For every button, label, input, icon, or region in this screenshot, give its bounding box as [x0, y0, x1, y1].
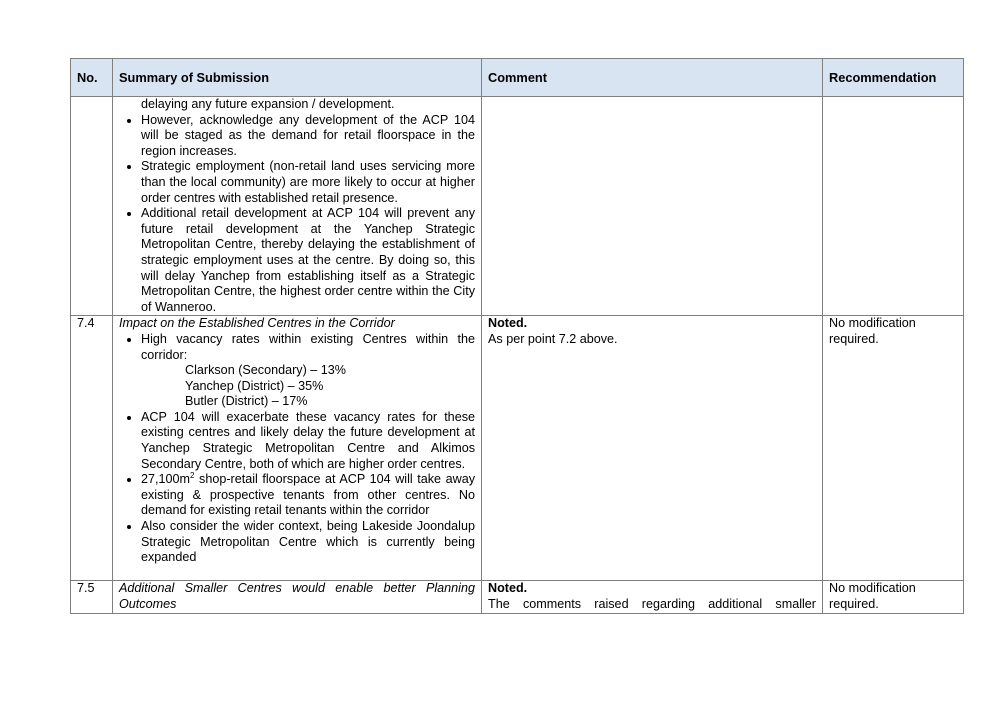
list-item: • Also consider the wider context, being Lakeside Joondalup Strategic Metropolitan Centre which is currently being expanded [141, 519, 475, 566]
comment-text: As per point 7.2 above. [488, 331, 618, 346]
area-superscript: 2 [190, 471, 195, 481]
header-comment: Comment [482, 59, 823, 97]
header-summary: Summary of Submission [113, 59, 482, 97]
submission-title: Additional Smaller Centres would enable better Planning Outcomes [119, 581, 475, 611]
summary-bullets [119, 113, 475, 316]
list-item: • Strategic employment (non-retail land uses servicing more than the local community) are more likely to occur at higher order centres with established retail presence. [141, 159, 475, 206]
list-item: • Additional retail development at ACP 104 will prevent any future retail development at the Yanchep Strategic Metropolitan Centre, thereby delaying the establishment of strategic employment uses at the centre. By doing so, this will delay Yanchep from establishing itself as a Strategic Metropolitan Centre, the highest order centre within the City of Wanneroo. [141, 206, 475, 315]
submission-title: Impact on the Established Centres in the Corridor [119, 316, 395, 331]
list-item: • ACP 104 will exacerbate these vacancy rates for these existing centres and likely delay the future development at Yanchep Strategic Metropolitan Centre and Alkimos Secondary Centre, both of which are higher order centres. [141, 410, 475, 472]
comment-noted: Noted. [488, 316, 528, 331]
submissions-table [70, 58, 964, 614]
row-recommendation: No modification required. [823, 316, 964, 581]
row-number [71, 97, 113, 316]
header-no: No. [71, 59, 113, 97]
summary-bullets [119, 332, 475, 566]
row-summary [113, 316, 482, 581]
centre-vacancy: Clarkson (Secondary) – 13% [185, 363, 346, 378]
comment-text: The comments raised regarding additional smaller [488, 596, 816, 611]
row-summary [113, 97, 482, 316]
row-recommendation [823, 97, 964, 316]
row-recommendation: No modification required. [823, 581, 964, 613]
table-row [71, 97, 964, 316]
bullet-text: • High vacancy rates within existing Centres within the corridor: [141, 331, 475, 362]
row-number: 7.5 [71, 581, 113, 613]
table-header-row [71, 59, 964, 97]
floorspace-area: 27,100m [141, 472, 191, 487]
header-recommendation: Recommendation [823, 59, 964, 97]
row-comment [482, 581, 823, 613]
list-item: • However, acknowledge any development of the ACP 104 will be staged as the demand for retail floorspace in the region increases. [141, 113, 475, 160]
row-comment [482, 316, 823, 581]
list-item [141, 472, 475, 519]
row-summary [113, 581, 482, 613]
comment-noted: Noted. [488, 581, 528, 596]
row-number: 7.4 [71, 316, 113, 581]
row-comment [482, 97, 823, 316]
centre-vacancy: Butler (District) – 17% [185, 394, 308, 409]
list-item [141, 332, 475, 410]
table-row [71, 581, 964, 613]
summary-lead: delaying any future expansion / development. [141, 97, 395, 111]
floorspace-text: shop-retail floorspace at ACP 104 will take away existing & prospective tenants from other centres. No demand for existing retail tenants within the corridor [141, 472, 475, 518]
centre-vacancy: Yanchep (District) – 35% [185, 378, 324, 393]
table-row [71, 316, 964, 581]
